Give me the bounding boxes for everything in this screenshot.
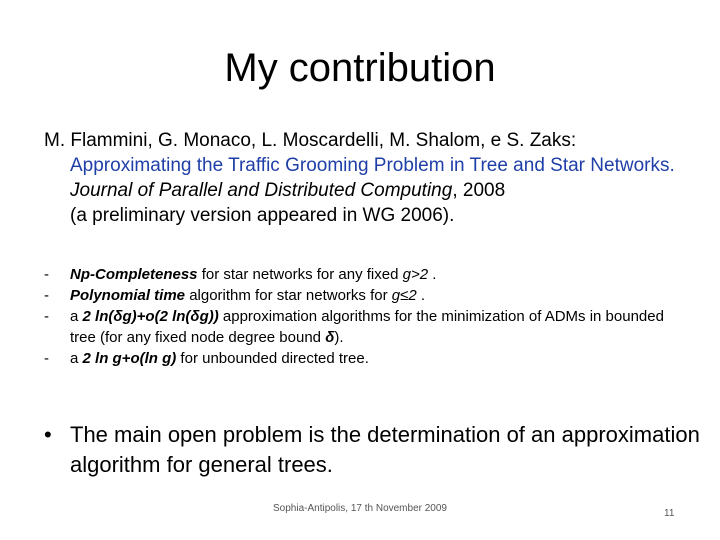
reference-paper-title: Approximating the Traffic Grooming Problem in Tree and Star Networks.: [70, 155, 675, 176]
reference-block: [44, 128, 694, 228]
result-variable: g>2: [402, 266, 429, 283]
result-prefix: a: [70, 350, 83, 367]
slide-footer: Sophia-Antipolis, 17 th November 2009: [273, 503, 447, 514]
result-variable: δ: [325, 329, 335, 346]
result-item-bounded-tree: [44, 306, 684, 348]
dash-marker: -: [44, 308, 49, 325]
result-text: approximation algorithms for the minimization of ADMs in bounded tree (for any fixed node degree bound: [70, 308, 664, 346]
dash-marker: -: [44, 287, 49, 304]
result-emphasis: Polynomial time: [70, 287, 186, 304]
results-list: [44, 264, 684, 369]
result-text: for star networks for any fixed: [197, 266, 403, 283]
result-text: algorithm for star networks for: [185, 287, 392, 304]
result-item-np-completeness: [44, 264, 684, 285]
slide-title: My contribution: [224, 46, 496, 90]
dash-marker: -: [44, 266, 49, 283]
reference-authors: M. Flammini, G. Monaco, L. Moscardelli, M. Shalom, e S. Zaks: [44, 130, 571, 151]
result-item-polynomial-time: [44, 285, 684, 306]
result-variable: g≤2: [391, 287, 417, 304]
result-emphasis: Np-Completeness: [70, 266, 198, 283]
reference-note: (a preliminary version appeared in WG 2006).: [70, 205, 455, 226]
reference-journal: Journal of Parallel and Distributed Computing: [70, 180, 453, 201]
result-tail: .: [428, 266, 437, 283]
main-point-text: The main open problem is the determination of an approximation algorithm for general trees.: [70, 422, 700, 477]
reference-year: , 2008: [452, 180, 506, 201]
result-prefix: a: [70, 308, 83, 325]
dash-marker: -: [44, 350, 49, 367]
main-point: [44, 420, 710, 480]
bullet-marker: •: [44, 422, 52, 447]
result-emphasis: 2 ln(δg)+o(2 ln(δg)): [82, 308, 219, 325]
reference-details: [44, 153, 694, 228]
result-tail: ).: [334, 329, 344, 346]
result-emphasis: 2 ln g+o(ln g): [82, 350, 177, 367]
result-text: for unbounded directed tree.: [176, 350, 369, 367]
page-number: 11: [664, 508, 675, 519]
result-tail: .: [416, 287, 426, 304]
result-item-unbounded-tree: [44, 348, 684, 369]
reference-colon: :: [570, 130, 577, 151]
